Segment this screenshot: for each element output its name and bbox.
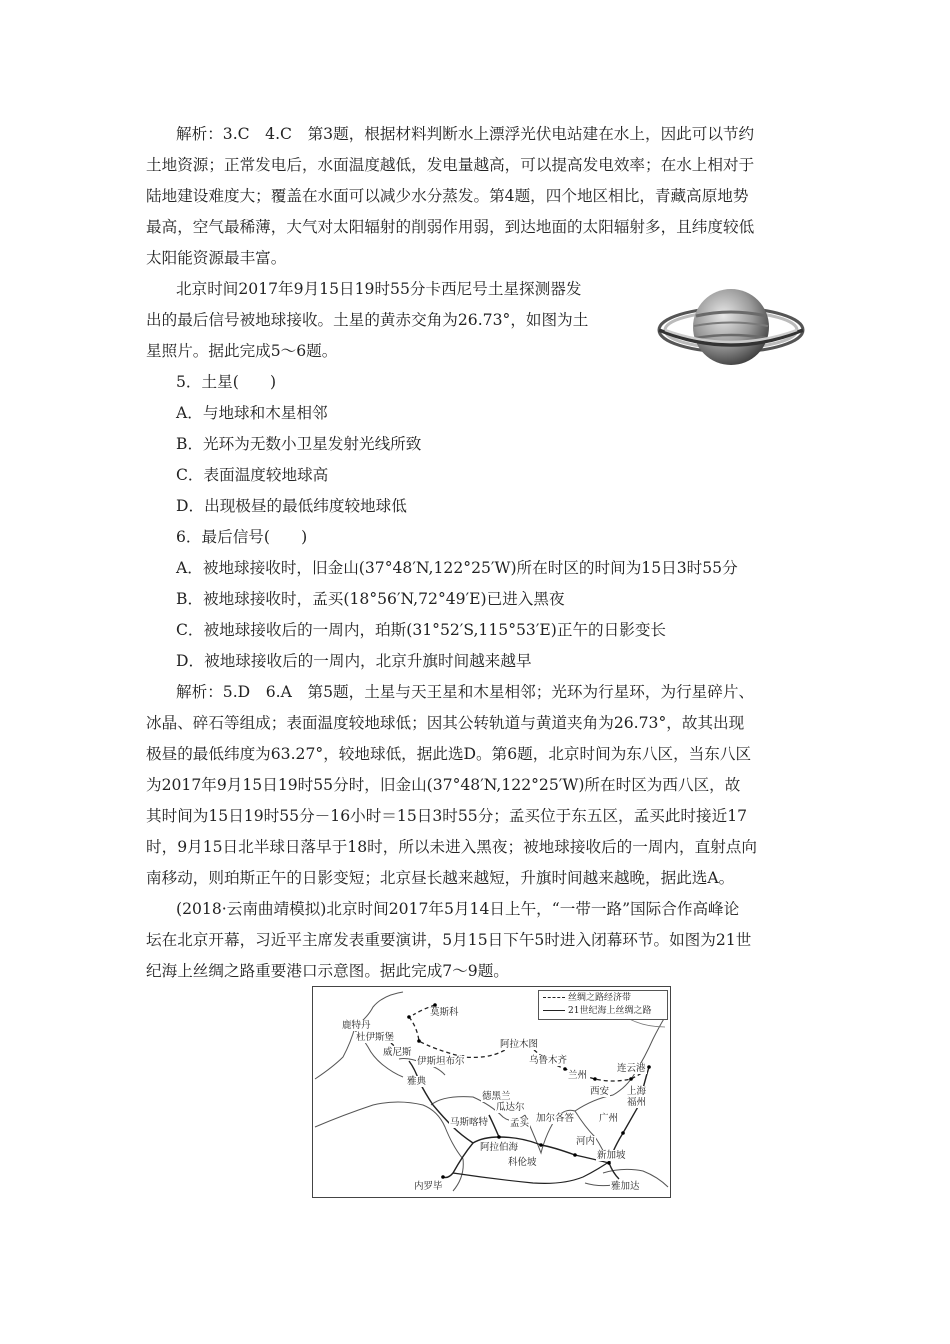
city-label: 雅典 — [407, 1076, 427, 1087]
city-label: 德黑兰 — [482, 1091, 511, 1102]
para4-line-1: (2018·云南曲靖模拟)北京时间2017年5月14日上午，“一带一路”国际合作高峰论 — [176, 900, 740, 918]
para1-line-4: 最高，空气最稀薄，大气对太阳辐射的削弱作用弱，到达地面的太阳辐射多，且纬度较低 — [146, 218, 755, 236]
para2-line-2: 出的最后信号被地球接收。土星的黄赤交角为26.73°，如图为土 — [146, 311, 589, 329]
city-label: 鹿特丹 — [342, 1020, 371, 1031]
city-label: 兰州 — [568, 1070, 588, 1081]
city-label: 瓜达尔 — [496, 1102, 525, 1113]
para1-line-1: 解析：3.C 4.C 第3题，根据材料判断水上漂浮光伏电站建在水上，因此可以节约 — [176, 125, 755, 143]
q5-option-a: A．与地球和木星相邻 — [176, 404, 328, 422]
map-legend — [538, 990, 668, 1020]
city-label: 加尔各答 — [536, 1113, 575, 1124]
city-label: 内罗毕 — [414, 1181, 443, 1192]
q5-stem: 5．土星( ) — [176, 373, 277, 391]
q6-option-a: A．被地球接收时，旧金山(37°48′N,122°25′W)所在时区的时间为15日3时55分 — [176, 559, 738, 577]
city-label: 马斯喀特 — [450, 1117, 489, 1128]
city-label: 阿拉伯海 — [480, 1142, 519, 1153]
para4-line-2: 坛在北京开幕，习近平主席发表重要演讲，5月15日下午5时进入闭幕环节。如图为21世 — [146, 931, 752, 949]
city-label: 孟买 — [510, 1118, 530, 1129]
saturn-image — [656, 286, 806, 368]
city-label: 连云港 — [617, 1063, 646, 1074]
para3-line-6: 时，9月15日北半球日落早于18时，所以未进入黑夜；被地球接收后的一周内，直射点向 — [146, 838, 757, 856]
para3-line-3: 极昼的最低纬度为63.27°，较地球低，据此选D。第6题，北京时间为东八区，当东八区 — [146, 745, 752, 763]
para1-line-3: 陆地建设难度大；覆盖在水面可以减少水分蒸发。第4题，四个地区相比，青藏高原地势 — [146, 187, 749, 205]
para4-line-3: 纪海上丝绸之路重要港口示意图。据此完成7～9题。 — [146, 962, 509, 980]
city-label: 雅加达 — [611, 1181, 640, 1192]
city-label: 新加坡 — [597, 1150, 626, 1161]
legend-sea-route: 21世纪海上丝绸之路 — [568, 1006, 652, 1016]
para3-line-7: 南移动，则珀斯正午的日影变短；北京昼长越来越短，升旗时间越来越晚，据此选A。 — [146, 869, 735, 887]
para3-line-4: 为2017年9月15日19时55分时，旧金山(37°48′N,122°25′W)所在时区为西八区，故 — [146, 776, 741, 794]
solid-line-swatch — [543, 1010, 565, 1011]
q6-option-c: C．被地球接收后的一周内，珀斯(31°52′S,115°53′E)正午的日影变长 — [176, 621, 667, 639]
city-label: 伊斯坦布尔 — [417, 1056, 465, 1067]
dashed-line-swatch — [543, 997, 565, 998]
q6-option-d: D．被地球接收后的一周内，北京升旗时间越来越早 — [176, 652, 532, 670]
q6-option-b: B．被地球接收时，孟买(18°56′N,72°49′E)已进入黑夜 — [176, 590, 565, 608]
para1-line-5: 太阳能资源最丰富。 — [146, 249, 287, 267]
silk-road-map — [312, 986, 671, 1198]
para2-line-3: 星照片。据此完成5～6题。 — [146, 342, 338, 360]
city-label: 河内 — [576, 1136, 596, 1147]
q5-option-c: C．表面温度较地球高 — [176, 466, 329, 484]
city-label: 乌鲁木齐 — [529, 1055, 568, 1066]
city-label: 莫斯科 — [430, 1007, 459, 1018]
city-label: 广州 — [599, 1113, 619, 1124]
city-label: 威尼斯 — [383, 1047, 412, 1058]
city-label: 福州 — [627, 1097, 647, 1108]
q5-option-b: B．光环为无数小卫星发射光线所致 — [176, 435, 422, 453]
city-label: 上海 — [627, 1086, 647, 1097]
para3-line-2: 冰晶、碎石等组成；表面温度较地球低；因其公转轨道与黄道夹角为26.73°，故其出现 — [146, 714, 745, 732]
city-label: 阿拉木图 — [500, 1039, 539, 1050]
para1-line-2: 土地资源；正常发电后，水面温度越低，发电量越高，可以提高发电效率；在水上相对于 — [146, 156, 755, 174]
legend-land-route: 丝绸之路经济带 — [568, 993, 632, 1003]
para3-line-1: 解析：5.D 6.A 第5题，土星与天王星和木星相邻；光环为行星环，为行星碎片、 — [176, 683, 755, 701]
city-label: 西安 — [590, 1086, 610, 1097]
q6-stem: 6．最后信号( ) — [176, 528, 308, 546]
city-label: 科伦坡 — [508, 1157, 537, 1168]
para2-line-1: 北京时间2017年9月15日19时55分卡西尼号土星探测器发 — [176, 280, 582, 298]
para3-line-5: 其时间为15日19时55分－16小时＝15日3时55分；孟买位于东五区，孟买此时接近17 — [146, 807, 748, 825]
q5-option-d: D．出现极昼的最低纬度较地球低 — [176, 497, 407, 515]
city-label: 杜伊斯堡 — [356, 1032, 395, 1043]
